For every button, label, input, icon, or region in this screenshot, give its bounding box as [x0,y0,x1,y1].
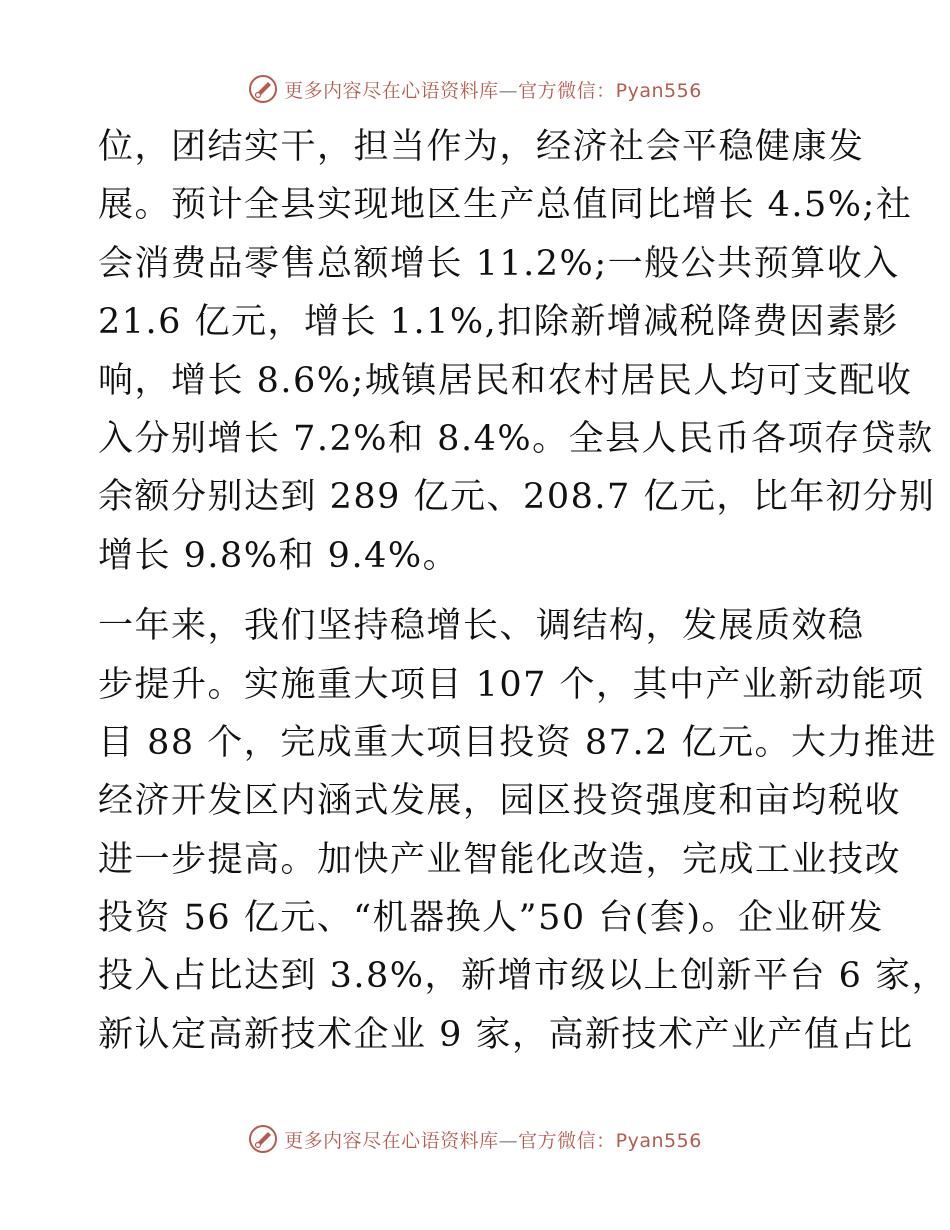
text-line: 目 88 个，完成重大项目投资 87.2 亿元。大力推进 [98,722,937,763]
watermark-text: 更多内容尽在心语资料库—官方微信：Pyan556 [284,79,702,102]
text-line: 位，团结实干，担当作为，经济社会平稳健康发 [98,127,865,167]
text-line: 会消费品零售总额增长 11.2%;一般公共预算收入 [98,243,900,284]
text-line: 响，增长 8.6%;城镇居民和农村居民人均可支配收 [98,360,913,401]
text-line: 投入占比达到 3.8%，新增市级以上创新平台 6 家， [98,956,949,997]
watermark-text: 更多内容尽在心语资料库—官方微信：Pyan556 [284,1129,702,1152]
document-body [98,118,949,1064]
text-line: 新认定高新技术企业 9 家，高新技术产业产值占比 [98,1014,914,1055]
header-watermark [0,74,950,104]
logo-icon [248,74,278,104]
text-line: 投资 56 亿元、“机器换人”50 台(套)。企业研发 [98,898,885,939]
text-line: 进一步提高。加快产业智能化改造，完成工业技改 [98,839,902,880]
footer-watermark [0,1124,950,1154]
text-line: 入分别增长 7.2%和 8.4%。全县人民币各项存贷款 [98,418,934,459]
text-line: 步提升。实施重大项目 107 个，其中产业新动能项 [98,664,925,705]
text-line: 展。预计全县实现地区生产总值同比增长 4.5%;社 [98,185,913,226]
logo-icon [248,1124,278,1154]
text-line: 余额分别达到 289 亿元、208.7 亿元，比年初分别 [98,477,936,518]
text-line: 增长 9.8%和 9.4%。 [98,535,460,576]
text-line: 一年来，我们坚持稳增长、调结构，发展质效稳 [98,606,865,647]
paragraph-1 [98,118,936,585]
text-line: 经济开发区内涵式发展，园区投资强度和亩均税收 [98,781,902,822]
text-line: 21.6 亿元，增长 1.1%,扣除新增减税降费因素影 [98,302,899,343]
paragraph-2 [98,597,949,1064]
